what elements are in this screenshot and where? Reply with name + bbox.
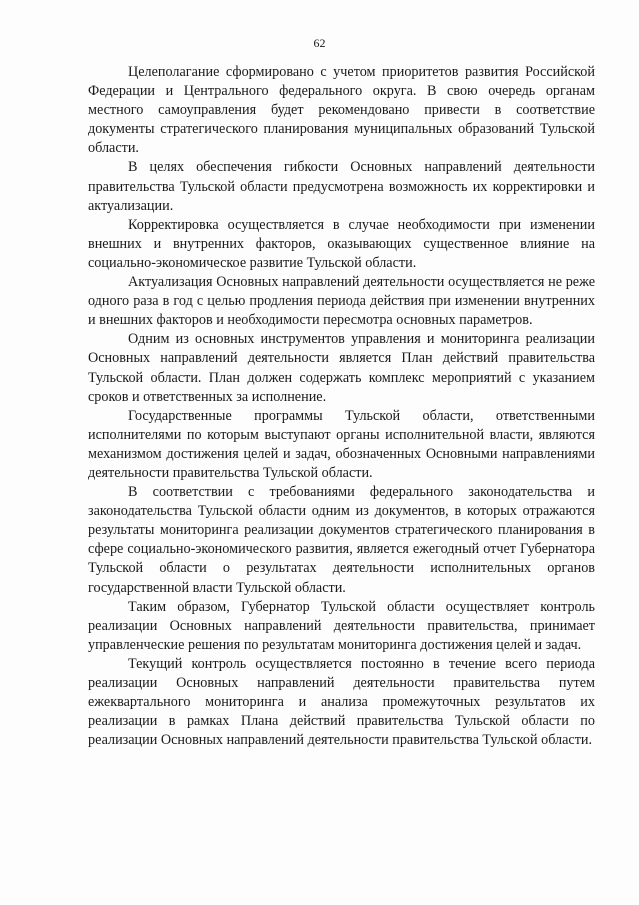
- paragraph-update: Актуализация Основных направлений деятельности осуществляется не реже одного раза в год с целью продления периода действия при изменении внутренних и внешних факторов и необходимости пересмотра основных параметров.: [88, 274, 595, 329]
- page-number: 62: [313, 36, 326, 50]
- paragraph-flexibility: В целях обеспечения гибкости Основных направлений деятельности правительства Тульской области предусмотрена возможность их корректировки и актуализации.: [88, 159, 595, 214]
- paragraph-governor-control: Таким образом, Губернатор Тульской области осуществляет контроль реализации Основных направлений деятельности правительства, принимает управленческие решения по результатам мониторинга достижения целей и задач.: [88, 598, 595, 653]
- paragraph-goal-setting: Целеполагание сформировано с учетом приоритетов развития Российской Федерации и Центрального федерального округа. В свою очередь органам местного самоуправления будет рекомендовано привести в соответствие документы стратегического планирования муниципальных образований Тульской области.: [88, 64, 595, 157]
- paragraph-current-control: Текущий контроль осуществляется постоянно в течение всего периода реализации Основных направлений деятельности правительства путем ежеквартального мониторинга и анализа промежуточных результатов их реализации в рамках Плана действий правительства Тульской области по реализации Основных направлений деятельности правительства Тульской области.: [88, 655, 595, 749]
- paragraph-state-programs: Государственные программы Тульской области, ответственными исполнителями по которым выступают органы исполнительной власти, являются механизмом достижения целей и задач, обозначенных Основными направлениями деятельности правительства Тульской области.: [88, 407, 595, 481]
- paragraph-correction: Корректировка осуществляется в случае необходимости при изменении внешних и внутренних факторов, оказывающих существенное влияние на социально-экономическое развитие Тульской области.: [88, 216, 595, 271]
- paragraph-annual-report: В соответствии с требованиями федерального законодательства и законодательства Тульской области одним из документов, в которых отражаются результаты мониторинга реализации документов стратегического планирования в сфере социально-экономического развития, является ежегодный отчет Губернатора Тульской области о результатах деятельности исполнительных органов государственной власти Тульской области.: [88, 484, 595, 596]
- document-body: [88, 63, 595, 750]
- paragraph-instruments: Одним из основных инструментов управления и мониторинга реализации Основных направлений деятельности является План действий правительства Тульской области. План должен содержать комплекс мероприятий с указанием сроков и ответственных за исполнение.: [88, 331, 595, 405]
